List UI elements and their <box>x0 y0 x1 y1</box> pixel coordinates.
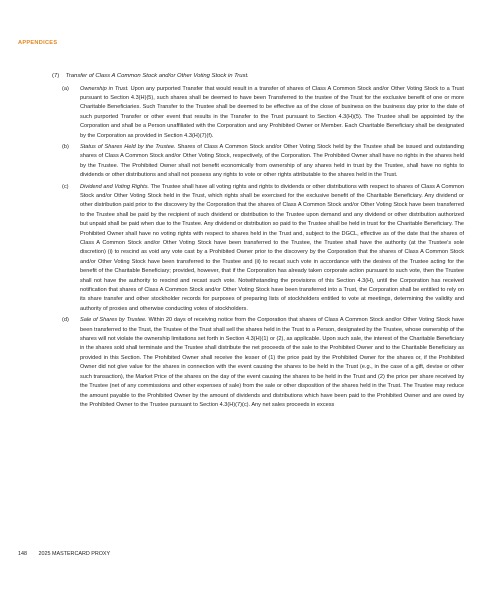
subclause-body: Within 20 days of receiving notice from the Corporation that shares of Class A Common Stock and/or Other Voting Stock have been transferred to the Trust, the Trustee of the Trust shall sell the shares held in the Trust to a Person, designated by the Trustee, whose ownership of the shares will not violate the ownership limitations set forth in Section 4.3(H)(1) or (2), as applicable. Upon such sale, the interest of the Charitable Beneficiary in the shares sold shall terminate and the Trustee shall distribute the net proceeds of the sale to the Prohibited Owner and to the Charitable Beneficiary as provided in this Section. The Prohibited Owner shall receive the lesser of (1) the price paid by the Prohibited Owner for the shares or, if the Prohibited Owner did not give value for the shares in connection with the event causing the shares to be held in the Trust (e.g., in the case of a gift, devise or other such transaction), the Market Price of the shares on the day of the event causing the shares to be held in the Trust and (2) the price per share received by the Trustee (net of any commissions and other expenses of sale) from the sale or other disposition of the shares held in the Trust. The Trustee may reduce the amount payable to the Prohibited Owner by the amount of dividends and distributions which have been paid to the Prohibited Owner and are owed by the Prohibited Owner to the Trustee pursuant to Section 4.3(H)(7)(c). Any net sales proceeds in excess <box>80 317 464 408</box>
section-header: APPENDICES <box>18 40 58 46</box>
subclause-body: Shares of Class A Common Stock and/or Other Voting Stock held by the Trustee shall be issued and outstanding shares of Class A Common Stock and/or Other Voting Stock, respectively, of the Corporation. The Prohibited Owner shall have no rights in the shares held by the Trustee. The Prohibited Owner shall not benefit economically from ownership of any shares held in trust by the Trustee, shall have no rights to dividends or other distributions and shall not possess any rights to vote or other rights attributable to the shares held in the Trust. <box>80 143 464 179</box>
subclause-label: (c) <box>62 183 69 190</box>
subclause-text <box>76 183 464 315</box>
page-footer <box>18 551 110 557</box>
subclause-body: Upon any purported Transfer that would result in a transfer of shares of Class A Common Stock and/or Other Voting Stock to a Trust pursuant to Section 4.3(H)(5), such shares shall be deemed to have been Transferred to the trustee of the Trust for the exclusive benefit of one or more Charitable Beneficiaries. Such Transfer to the Trustee shall be deemed to be effective as of the close of business on the business day prior to the date of such purported Transfer or other event that results in the Transfer to the Trust pursuant to Section 4.3(H)(5). The Trustee shall be appointed by the Corporation and shall be a Person unaffiliated with the Corporation and any Prohibited Owner or Member. Each Charitable Beneficiary shall be designated by the Corporation as provided in Section 4.3(H)(7)(f). <box>80 85 464 139</box>
subclause-b <box>46 143 464 181</box>
subclause-label: (a) <box>62 85 69 92</box>
subclause-label: (d) <box>62 317 69 324</box>
subclause-title: Status of Shares Held by the Trustee. <box>80 143 176 150</box>
clause-number: (7) <box>52 73 60 79</box>
subclause-d <box>46 316 464 410</box>
document-body <box>46 72 464 412</box>
subclause-text <box>76 316 464 410</box>
subclause-a <box>46 85 464 141</box>
subclause-c <box>46 183 464 315</box>
subclause-title: Ownership in Trust. <box>80 85 129 92</box>
document-name: 2025 MASTERCARD PROXY <box>38 551 111 557</box>
subclause-label: (b) <box>62 143 69 150</box>
subclause-text <box>76 143 464 181</box>
subclause-title: Dividend and Voting Rights. <box>80 183 150 190</box>
subclause-text <box>76 85 464 141</box>
clause-title: Transfer of Class A Common Stock and/or Other Voting Stock in Trust. <box>65 73 249 79</box>
subclause-title: Sale of Shares by Trustee. <box>80 317 147 324</box>
subclause-body: The Trustee shall have all voting rights and rights to dividends or other distributions with respect to shares of Class A Common Stock and/or Other Voting Stock held in the Trust, which rights shall be exercised for the exclusive benefit of the Charitable Beneficiary. Any dividend or other distribution paid prior to the discovery by the Corporation that the shares of Class A Common Stock and/or Other Voting Stock have been transferred to the Trustee shall be paid by the recipient of such dividend or distribution to the Trustee upon demand and any dividend or other distribution authorized but unpaid shall be paid when due to the Trustee. Any dividend or distribution so paid to the Trustee shall be held in trust for the Charitable Beneficiary. The Prohibited Owner shall have no voting rights with respect to shares held in the Trust and, subject to the DGCL, effective as of the date that the shares of Class A Common Stock and/or Other Voting Stock have been transferred to the Trustee, the Trustee shall have the authority (at the Trustee’s sole discretion) (i) to rescind as void any vote cast by a Prohibited Owner prior to the discovery by the Corporation that the shares of Class A Common Stock and/or Other Voting Stock have been transferred to the Trustee and (ii) to recast such vote in accordance with the desires of the Trustee acting for the benefit of the Charitable Beneficiary; provided, however, that if the Corporation has already taken corporate action pursuant to such vote, then the Trustee shall not have the authority to rescind and recast such vote. Notwithstanding the provisions of this Section 4.3(H), until the Corporation has received notification that shares of Class A Common Stock and/or Other Voting Stock have been transferred into a Trust, the Corporation shall be entitled to rely on its share transfer and other stockholder records for purposes of preparing lists of stockholders entitled to vote at meetings, determining the validity and authority of proxies and otherwise conducting votes of stockholders. <box>80 183 464 312</box>
page-number: 148 <box>18 551 27 557</box>
clause-heading <box>52 72 464 82</box>
